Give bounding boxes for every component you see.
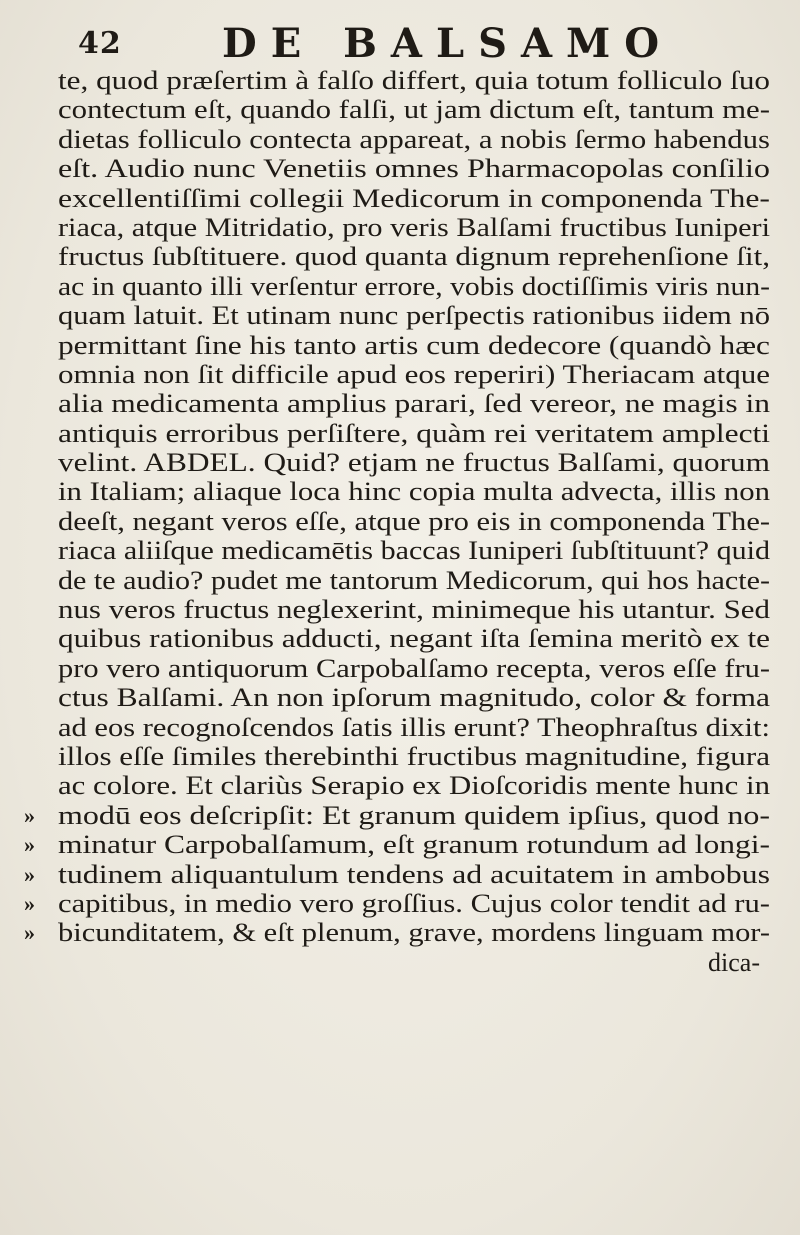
line-text: dietas folliculo contecta appareat, a nobis ſermo habendus: [58, 124, 771, 154]
line-text: permittant ſine his tanto artis cum dedecore (quandò hæc: [58, 330, 770, 360]
catchword: dica-: [708, 947, 760, 977]
line-text: alia medicamenta amplius parari, ſed vereor, ne magis in: [58, 389, 771, 419]
line-text: ac colore. Et clariùs Serapio ex Dioſcoridis mente hunc in: [58, 771, 771, 801]
line-text: quam latuit. Et utinam nunc perſpectis rationibus iidem nō: [58, 301, 771, 331]
text-line: [58, 242, 770, 271]
line-text: te, quod præſertim à falſo differt, quia totum folliculo ſuo: [58, 66, 771, 95]
quotation-marker: »: [24, 802, 35, 828]
text-line: [58, 125, 770, 154]
line-text: ad eos recognoſcendos ſatis illis erunt? Theophraſtus dixit:: [58, 712, 770, 742]
text-line: [24, 918, 770, 948]
text-line: [58, 742, 770, 771]
line-text: riaca aliiſque medicamētis baccas Iuniperi ſubſtituunt? quid: [58, 536, 771, 566]
text-line: [58, 66, 770, 95]
text-line: [58, 536, 770, 565]
text-line: [58, 184, 770, 213]
line-text: capitibus, in medio vero groſſius. Cujus color tendit ad ru-: [58, 888, 770, 918]
text-line: [58, 477, 770, 506]
line-text: illos eſſe ſimiles therebinthi fructibus magnitudine, figura: [58, 741, 770, 771]
line-text: deeſt, negant veros eſſe, atque pro eis in componenda The-: [58, 506, 771, 536]
text-line: [24, 830, 771, 860]
running-head: DE BALSAMO: [222, 20, 674, 67]
line-text: contectum eſt, quando falſi, ut jam dictum eſt, tantum me-: [58, 95, 770, 125]
body-text: [24, 66, 771, 977]
line-text: de te audio? pudet me tantorum Medicorum, qui hos hacte-: [58, 565, 770, 595]
text-line: [58, 448, 770, 477]
text-line: [58, 771, 770, 800]
text-line: [58, 154, 770, 183]
line-text: nus veros fructus neglexerint, minimeque his utantur. Sed: [58, 595, 770, 625]
quotation-marker: »: [24, 861, 35, 887]
page-number: 42: [78, 26, 122, 61]
line-text: antiquis erroribus perſiſtere, quàm rei veritatem amplecti: [58, 418, 771, 448]
text-line: [58, 95, 770, 124]
text-line: [24, 888, 770, 918]
text-line: [58, 272, 770, 301]
text-line: [58, 595, 770, 624]
line-text: velint. ABDEL. Quid? etjam ne fructus Balſami, quorum: [58, 448, 770, 478]
text-line: [58, 419, 770, 448]
text-line: [58, 331, 770, 360]
line-text: bicunditatem, & eſt plenum, grave, mordens linguam mor-: [58, 918, 770, 948]
line-text: modū eos deſcripſit: Et granum quidem ipſius, quod no-: [58, 800, 770, 830]
line-text: fructus ſubſtituere. quod quanta dignum reprehenſione ſit,: [58, 242, 770, 272]
line-text: minatur Carpobalſamum, eſt granum rotundum ad longi-: [58, 830, 771, 860]
text-line: [58, 683, 770, 712]
line-text: riaca, atque Mitridatio, pro veris Balſami fructibus Iuniperi: [58, 212, 770, 242]
line-text: excellentiſſimi collegii Medicorum in componenda The-: [58, 183, 770, 213]
line-text: tudinem aliquantulum tendens ad acuitatem in ambobus: [58, 859, 771, 889]
text-line: [58, 507, 770, 536]
line-text: ac in quanto illi verſentur errore, vobis doctiſſimis viris nun-: [58, 271, 770, 301]
text-line: [24, 859, 771, 889]
text-line: [58, 301, 770, 330]
line-text: in Italiam; aliaque loca hinc copia multa advecta, illis non: [58, 477, 770, 507]
line-text: eſt. Audio nunc Venetiis omnes Pharmacopolas conſilio: [58, 154, 771, 184]
line-text: quibus rationibus adducti, negant iſta ſemina meritò ex te: [58, 624, 771, 654]
text-line: [58, 566, 770, 595]
quotation-marker: »: [24, 890, 35, 916]
line-text: ctus Balſami. An non ipſorum magnitudo, color & forma: [58, 683, 771, 713]
line-text: pro vero antiquorum Carpobalſamo recepta, veros eſſe fru-: [58, 653, 771, 683]
text-line: [58, 213, 770, 242]
text-line: [58, 713, 770, 742]
text-line: [24, 800, 770, 830]
line-text: omnia non ſit difficile apud eos reperiri) Theriacam atque: [58, 359, 771, 389]
text-line: [58, 360, 770, 389]
text-line: [58, 654, 770, 683]
text-line: [58, 389, 770, 418]
quotation-marker: »: [24, 920, 35, 946]
text-line: [58, 624, 770, 653]
page-header: [0, 18, 800, 68]
quotation-marker: »: [24, 832, 35, 858]
